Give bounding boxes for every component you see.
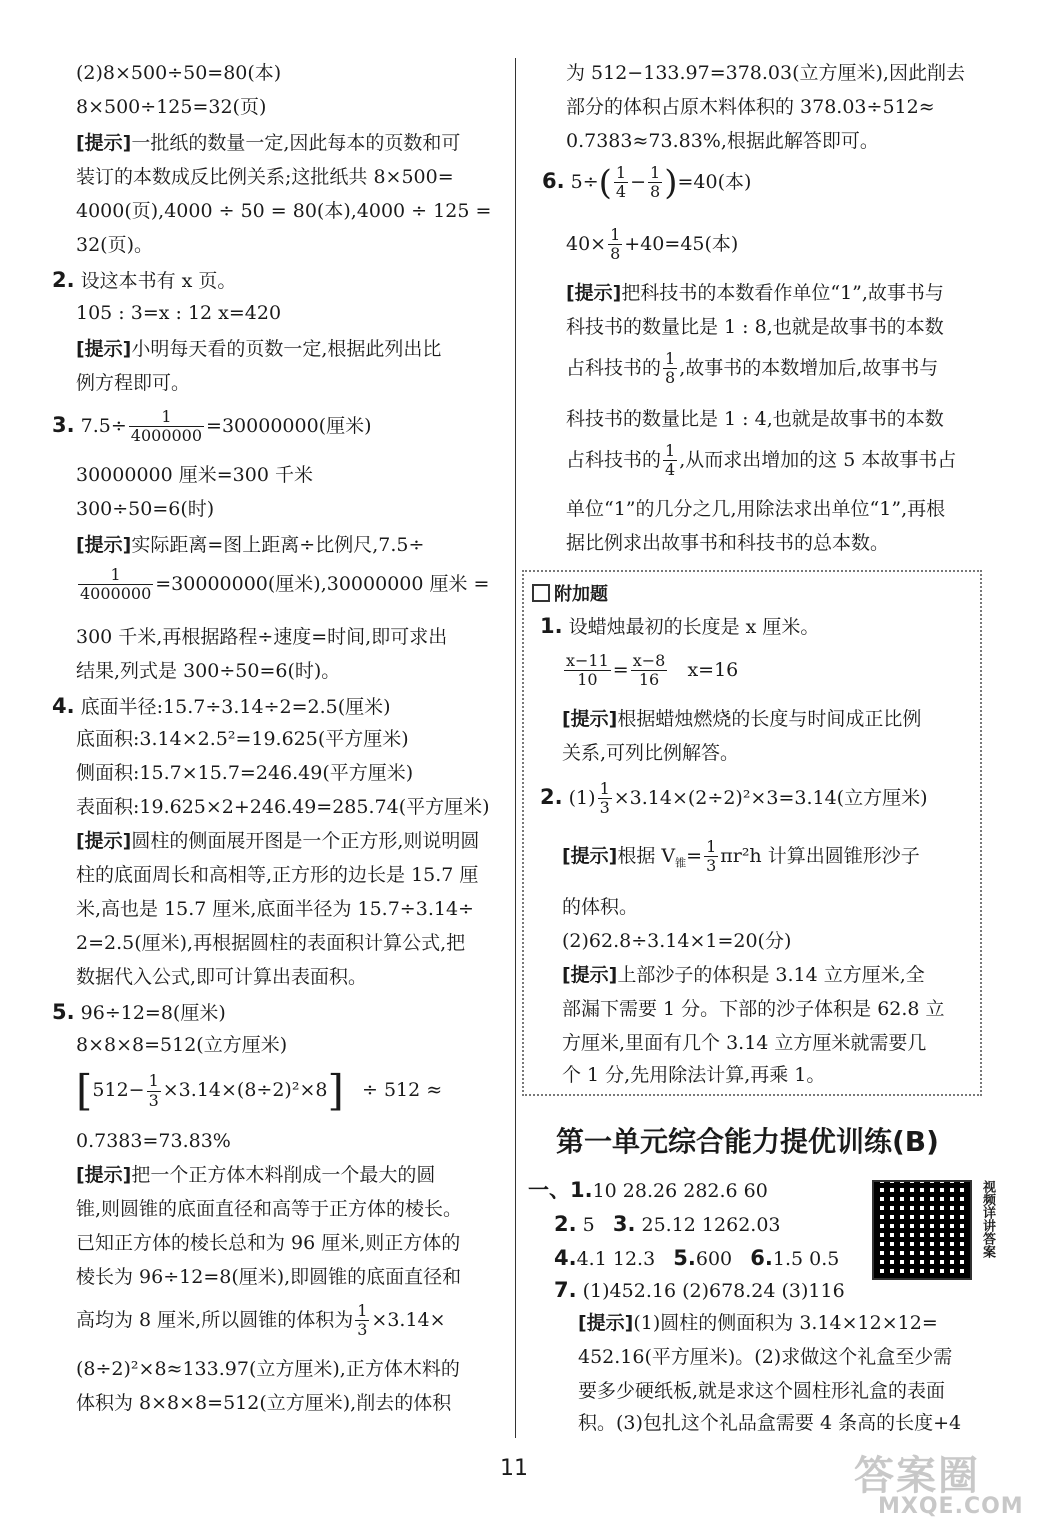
hint-text: 实际距离=图上距离÷比例尺,7.5÷ (131, 534, 425, 556)
answer-line: (2)62.8÷3.14×1=20(分) (562, 930, 792, 952)
answer-text: ×3.14×(2÷2)²×3=3.14(立方厘米) (613, 786, 928, 809)
hint-line: 占科技书的 $\frac{1}{8}$ ,故事书的本数增加后,故事书与 (566, 349, 939, 388)
answer-line: 0.7383=73.83% (76, 1130, 231, 1152)
answer-text: 设蜡烛最初的长度是 x 厘米。 (568, 616, 820, 638)
extra-question-1 (540, 616, 819, 637)
hint-line: 452.16(平方厘米)。(2)求做这个礼盒至少需 (578, 1346, 953, 1368)
question-number: 3. (612, 1212, 636, 1236)
hint-line: 米,高也是 15.7 厘米,底面半径为 15.7÷3.14÷ (76, 898, 474, 920)
hint-line: 的体积。 (562, 896, 639, 918)
fraction: $\frac{1}{3}$ (148, 1071, 159, 1110)
hint-line: 结果,列式是 300÷50=6(时)。 (76, 660, 341, 682)
question-number: 一、1. (528, 1178, 593, 1202)
answer-text: 5÷ (570, 170, 599, 193)
hint-line: 占科技书的 $\frac{1}{4}$ ,从而求出增加的这 5 本故事书占 (566, 441, 957, 480)
hint-label: [提示] (562, 708, 618, 730)
fraction: $\frac{1}{8}$ (650, 163, 661, 202)
fraction: $\frac{1}{4000000}$ (80, 565, 152, 604)
hint-line (76, 134, 460, 153)
question-number: 4. (554, 1246, 577, 1270)
answer-line: 40× $\frac{1}{8}$ +40=45(本) (566, 225, 739, 264)
answer-text: =30000000(厘米) (206, 414, 372, 437)
hint-line: 棱长为 96÷12=8(厘米),即圆锥的底面直径和 (76, 1266, 462, 1288)
extra-question-2: 2. (1) $\frac{1}{3}$ ×3.14×(2÷2)²×3=3.14(立方厘米) (540, 779, 928, 818)
hint-line (76, 340, 441, 359)
hint-line: 装订的本数成反比例关系;这批纸共 8×500= (76, 166, 454, 188)
answer-line: (2)8×500÷50=80(本) (76, 62, 282, 84)
question-number: 2. (540, 784, 563, 809)
answer-text: 96÷12=8(厘米) (80, 1002, 226, 1024)
hint-line: 要多少硬纸板,就是求这个圆柱形礼盒的表面 (578, 1380, 946, 1402)
hint-line: 锥,则圆锥的底面直径和高等于正方体的棱长。 (76, 1198, 463, 1220)
hint-line: 300 千米,再根据路程÷速度=时间,即可求出 (76, 626, 448, 648)
hint-label: [提示] (562, 844, 618, 867)
fraction: $\frac{x-8}{16}$ (632, 651, 666, 690)
hint-label: [提示] (76, 132, 132, 154)
fraction: $\frac{x-11}{10}$ (566, 651, 609, 690)
hint-text: 把科技书的本数看作单位“1”,故事书与 (621, 282, 944, 304)
hint-line: 科技书的数量比是 1 : 8,也就是故事书的本数 (566, 316, 944, 338)
question-6: 6. 5÷( $\frac{1}{4}$ − $\frac{1}{8}$ )=40(本) (542, 162, 752, 203)
hint-line: 关系,可列比例解答。 (562, 742, 740, 764)
hint-line (578, 1314, 938, 1333)
answer-line: 底面积:3.14×2.5²=19.625(平方厘米) (76, 728, 409, 750)
section-answer-1 (528, 1180, 768, 1201)
hint-line: 部漏下需要 1 分。下部的沙子体积是 62.8 立 (562, 998, 945, 1020)
question-2 (52, 270, 236, 291)
qr-label: 视频详讲答案 (980, 1180, 995, 1258)
hint-line: 个 1 分,先用除法计算,再乘 1。 (562, 1064, 826, 1086)
fraction: $\frac{1}{8}$ (610, 225, 621, 264)
hint-text: =30000000(厘米),30000000 厘米 = (155, 572, 490, 595)
hint-line: [提示]根据 $V_锥=$ $\frac{1}{3}$ πr²h 计算出圆锥形沙子 (562, 837, 920, 876)
question-number: 6. (542, 168, 565, 193)
hint-line (76, 566, 489, 604)
hint-line: 32(页)。 (76, 234, 154, 256)
watermark-logo: 答案圈 MXQE.COM (854, 1453, 1024, 1519)
section-answer-7: 7. (1)452.16 (2)678.24 (3)116 (554, 1278, 845, 1302)
section-title: 第一单元综合能力提优训练(B) (556, 1125, 939, 1158)
hint-text: 上部沙子的体积是 3.14 立方厘米,全 (617, 964, 925, 986)
hint-line: 为 512−133.97=378.03(立方厘米),因此削去 (566, 62, 965, 84)
hint-line: 柱的底面周长和高相等,正方形的边长是 15.7 厘 (76, 864, 479, 886)
question-number: 5. (52, 1000, 75, 1024)
hint-text: 根据蜡烛燃烧的长度与时间成正比例 (617, 708, 922, 730)
question-number: 3. (52, 412, 75, 437)
answer-text: 512− (92, 1079, 145, 1101)
hint-line: 已知正方体的棱长总和为 96 厘米,则正方体的 (76, 1232, 461, 1254)
answer-text: 设这本书有 x 页。 (80, 270, 237, 292)
hint-line: (8÷2)²×8≈133.97(立方厘米),正方体木料的 (76, 1358, 460, 1380)
hint-line: 科技书的数量比是 1 : 4,也就是故事书的本数 (566, 408, 944, 430)
hint-line: 体积为 8×8×8=512(立方厘米),削去的体积 (76, 1392, 452, 1414)
hint-line: 单位“1”的几分之几,用除法求出单位“1”,再根 (566, 498, 946, 520)
hint-line: 部分的体积占原木料体积的 378.03÷512≈ (566, 96, 935, 118)
answer-line: $\frac{x-11}{10}$ = $\frac{x-8}{16}$ x=16 (566, 651, 739, 690)
question-number: 7. (554, 1278, 577, 1302)
column-divider (515, 58, 516, 1438)
fraction: $\frac{1}{4}$ (665, 441, 676, 480)
answer-text: ×3.14×(8÷2)²×8 (162, 1079, 328, 1101)
fraction: $\frac{1}{4}$ (615, 163, 627, 202)
hint-text: 小明每天看的页数一定,根据此列出比 (131, 338, 442, 360)
hint-label: [提示] (566, 282, 622, 304)
answer-text: 7.5÷ (80, 414, 127, 437)
hint-line (76, 832, 479, 851)
fraction: $\frac{1}{3}$ (357, 1301, 368, 1340)
answer-text: 10 28.26 282.6 60 (592, 1180, 768, 1202)
answer-line: 8×500÷125=32(页) (76, 96, 267, 118)
hint-line (76, 1302, 446, 1340)
hint-line (566, 284, 944, 303)
hint-line (76, 536, 424, 555)
hint-label: [提示] (562, 964, 618, 986)
extra-problems-heading: 附加题 (532, 580, 608, 606)
fraction: $\frac{1}{8}$ (665, 349, 676, 388)
hint-line (562, 710, 921, 729)
hint-text: ×3.14× (371, 1308, 446, 1331)
question-number: 6. (750, 1246, 773, 1270)
hint-line: 数据代入公式,即可计算出表面积。 (76, 966, 368, 988)
hint-label: [提示] (578, 1312, 634, 1334)
hint-text: 高均为 8 厘米,所以圆锥的体积为 (76, 1308, 354, 1331)
section-answer-2-3: 2. 5 3. 25.12 1262.03 (554, 1212, 781, 1236)
page-number: 11 (500, 1456, 528, 1481)
hint-line (76, 1166, 435, 1185)
answer-text: ÷ 512 ≈ (361, 1079, 443, 1101)
hint-label: [提示] (76, 534, 132, 556)
hint-line: 方厘米,里面有几个 3.14 立方厘米就需要几 (562, 1032, 927, 1054)
hint-line: 4000(页),4000 ÷ 50 = 80(本),4000 ÷ 125 = (76, 200, 492, 222)
hint-text: 一批纸的数量一定,因此每本的页数和可 (131, 132, 461, 154)
hint-text: 圆柱的侧面展开图是一个正方形,则说明圆 (131, 830, 480, 852)
answer-text: =40(本) (677, 170, 752, 193)
question-number: 1. (540, 614, 563, 638)
book-icon (532, 584, 550, 602)
question-4 (52, 696, 391, 717)
hint-label: [提示] (76, 338, 132, 360)
question-number: 4. (52, 694, 75, 718)
hint-text: 把一个正方体木料削成一个最大的圆 (131, 1164, 436, 1186)
section-answer-4-6: 4.4.1 12.3 5.600 6.1.5 0.5 (554, 1246, 840, 1270)
answer-line: 表面积:19.625×2+246.49=285.74(平方厘米) (76, 796, 490, 818)
question-number: 2. (554, 1212, 577, 1236)
question-number: 5. (673, 1246, 696, 1270)
answer-line: [512− $\frac{1}{3}$ ×3.14×(8÷2)²×8] ÷ 512 ≈ (76, 1066, 443, 1115)
fraction: $\frac{1}{3}$ (706, 837, 717, 876)
answer-line: 8×8×8=512(立方厘米) (76, 1034, 288, 1056)
hint-line: 例方程即可。 (76, 372, 191, 394)
answer-line: 侧面积:15.7×15.7=246.49(平方厘米) (76, 762, 414, 784)
answer-line: 105 : 3=x : 12 x=420 (76, 302, 282, 324)
hint-line (562, 966, 925, 985)
hint-line: 0.7383≈73.83%,根据此解答即可。 (566, 130, 879, 152)
question-number: 2. (52, 268, 75, 292)
hint-label: [提示] (76, 830, 132, 852)
fraction: $\frac{1}{4000000}$ (130, 407, 203, 446)
answer-line: 30000000 厘米=300 千米 (76, 464, 313, 486)
hint-text: (1)圆柱的侧面积为 3.14×12×12= (633, 1312, 938, 1334)
hint-line: 积。(3)包扎这个礼品盒需要 4 条高的长度+4 (578, 1412, 962, 1434)
question-3 (52, 408, 372, 446)
hint-line: 2=2.5(厘米),再根据圆柱的表面积计算公式,把 (76, 932, 466, 954)
hint-label: [提示] (76, 1164, 132, 1186)
question-5 (52, 1002, 226, 1023)
hint-line: 据比例求出故事书和科技书的总本数。 (566, 532, 890, 554)
answer-line: 300÷50=6(时) (76, 498, 215, 520)
qr-code[interactable] (872, 1180, 972, 1280)
fraction: $\frac{1}{3}$ (599, 779, 610, 818)
answer-text: 底面半径:15.7÷3.14÷2=2.5(厘米) (80, 696, 391, 718)
